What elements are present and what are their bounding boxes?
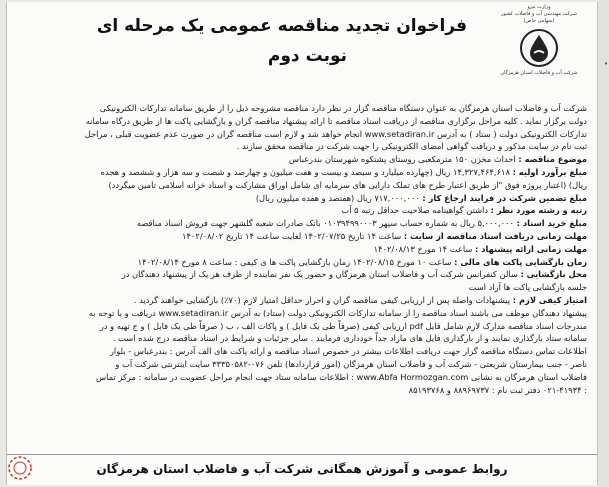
logo-top-line-1: وزارت نیرو — [527, 4, 551, 10]
body-line: ناصر - جنب بیمارستان شریعتی - شرکت آب و فاضلاب استان هرمزگان (امور قراردادها) تلفن ۰۷۶-۳۳۳۵۰۵۸۲ سایت اینترنتی شرکت آب و — [115, 358, 587, 369]
body-line: ریال) (اعتبار پروژه فوق "از طریق اعتبار طرح های تملک دارایی های سرمایه ای شامل اوراق مشارکت و اسناد خزانه اسلامی تامین میگردد) — [108, 179, 587, 190]
body-line: امتیاز کیفی لازم : پیشنهادات واصله پس از ارزیابی کیفی مناقصه گران و احراز حداقل امتیاز لازم (۷۰٪) بازگشایی خواهند گردید . — [133, 294, 587, 305]
body-line: : ۰۲۱-۴۱۹۳۴ دفتر ثبت نام : ۸۸۹۶۹۷۳۷ و ۸۵۱۹۳۷۶۸ — [408, 384, 587, 395]
notice-subtitle: نوبت دوم — [267, 46, 347, 66]
water-drop-logo-icon — [519, 28, 559, 68]
logo-top-line-3: (سهامی خاص) — [523, 18, 555, 24]
notice-header — [7, 2, 597, 100]
body-line: محل بازگشایی : سالن کنفرانس شرکت آب و فاضلاب استان هرمزگان و حضور یک نفر نماینده از طرف هر یک از پیشنهاد دهندگان در — [121, 269, 587, 280]
body-line: زمان بازگشایی پاکت های مالی : ساعت ۱۰ مورخ ۱۴۰۲/۰۸/۱۵ زمان بازگشایی پاکت ها ی کیفی : ساعت ۸ مورخ ۱۴۰۲/۰۸/۱۴ — [137, 256, 587, 267]
body-line: فاضلاب استان هرمزگان به نشانی www.Abfa Hormozgan.com : اطلاعات سامانه ستاد جهت انجام مراحل عضویت در سامانه : مرکز تماس — [95, 371, 587, 382]
body-line: مندرجات اسناد مناقصه مدارک لازم شامل فایل pdf ارزیابی کیفی (صرفاً طی یک فایل ) و پاکات الف ، ب ( صرفاً طی یک فایل ) و ج تهیه و در — [99, 320, 587, 331]
body-line: مبلغ خرید اسناد : ۵,۰۰۰,۰۰۰ ریال به شماره حساب سپهر ۰۱۰۳۹۴۹۹۰۰۰۳ بانک صادرات شعبه گلشهر جهت فروش اسناد مناقصه — [136, 218, 587, 229]
stamp-icon — [7, 455, 33, 481]
notice-body — [19, 102, 587, 396]
page-edge-strip — [599, 0, 609, 487]
notice-footer — [7, 454, 597, 485]
body-line: دولت برگزار نماید . کلیه مراحل برگزاری مناقصه از دریافت اسناد مناقصه تا ارائه پیشنهاد مناقصه گران و بازگشایی پاکت ها از طریق درگاه سامانه — [85, 115, 587, 126]
body-line: اطلاعات تماس دستگاه مناقصه گزار جهت دریافت اطلاعات بیشتر در خصوص اسناد مناقصه و ارائه پاکت های الف آدرس : بندرعباس - بلوار — [109, 346, 587, 357]
organization-logo — [489, 4, 589, 77]
body-line: مهلت زمانی دریافت اسناد مناقصه از سایت : ساعت ۱۴ تاریخ ۱۴۰۲/۰۷/۲۵ لغایت ساعت ۱۴ تاریخ ۱۴۰۲/۰۸/۰۲ — [182, 230, 587, 241]
body-line: شرکت آب و فاضلاب استان هرمزگان به عنوان دستگاه مناقصه گزار در نظر دارد مناقصه مشروحه ذیل را از طریق سامانه تدارکات الکترونیکی — [99, 103, 587, 113]
notice-title: فراخوان تجدید مناقصه عمومی یک مرحله ای — [96, 16, 467, 36]
body-line: موضوع مناقصه : احداث مخزن ۱۵۰ مترمکعبی روستای پشتکوه شهرستان بندرعباس — [288, 154, 587, 165]
body-line: رتبه و رشته مورد نظر : داشتن گواهینامه صلاحیت حداقل رتبه ۵ آب — [341, 205, 587, 216]
logo-top-line-2: شرکت مهندسی آب و فاضلاب کشور — [501, 11, 577, 17]
tender-notice-page — [6, 2, 598, 485]
body-line: جلسه بازگشایی پاکت ها آزاد است — [468, 282, 587, 293]
footer-text: روابط عمومی و آموزش همگانی شرکت آب و فاضلاب استان هرمزگان — [96, 462, 508, 476]
body-line: مبلغ برآورد اولیه : ۱۴,۳۲۷,۴۶۴,۶۱۸ ریال (چهارده میلیارد و سیصد و بیست و هفت میلیون و چهارصد و شصت و سه هزار و ششصد و هجده — [100, 166, 587, 177]
body-line: مهلت زمانی ارائه پیشنهاد : ساعت ۱۴ مورخ ۱۴۰۲/۰۸/۱۳ — [373, 243, 587, 254]
body-line: ثبت نام در سایت مذکور و دریافت گواهی امضای الکترونیکی را جهت شرکت در مناقصه محقق سازند . — [236, 141, 587, 152]
edge-fragment: • — [603, 60, 608, 68]
body-line: سامانه ستاد بارگذاری نمایند و از بارگذاری فایل های مازاد جداً خودداری فرمایند . سایر جزئیات و شرایط در اسناد مناقصه درج شده است . — [112, 333, 587, 344]
body-line: مبلغ تضمین شرکت در فرایند ارجاع کار : ۷۱۷,۰۰۰,۰۰۰ ریال (هفتصد و هفده میلیون ریال) — [255, 192, 587, 203]
body-line: پیشنهاد دهندگان موظف می باشند اسناد مناقصه را از سامانه تدارکات الکترونیکی دولت (ستاد) به آدرس www.setadiran.ir دریافت و با توجه به — [88, 307, 587, 318]
logo-caption: شرکت آب و فاضلاب استان هرمزگان — [500, 70, 578, 76]
body-line: تدارکات الکترونیکی دولت ( ستاد ) به آدرس www.setadiran.ir انجام خواهد شد و لازم است مناقصه گران در صورت عدم عضویت قبلی ، مراحل — [84, 128, 587, 139]
